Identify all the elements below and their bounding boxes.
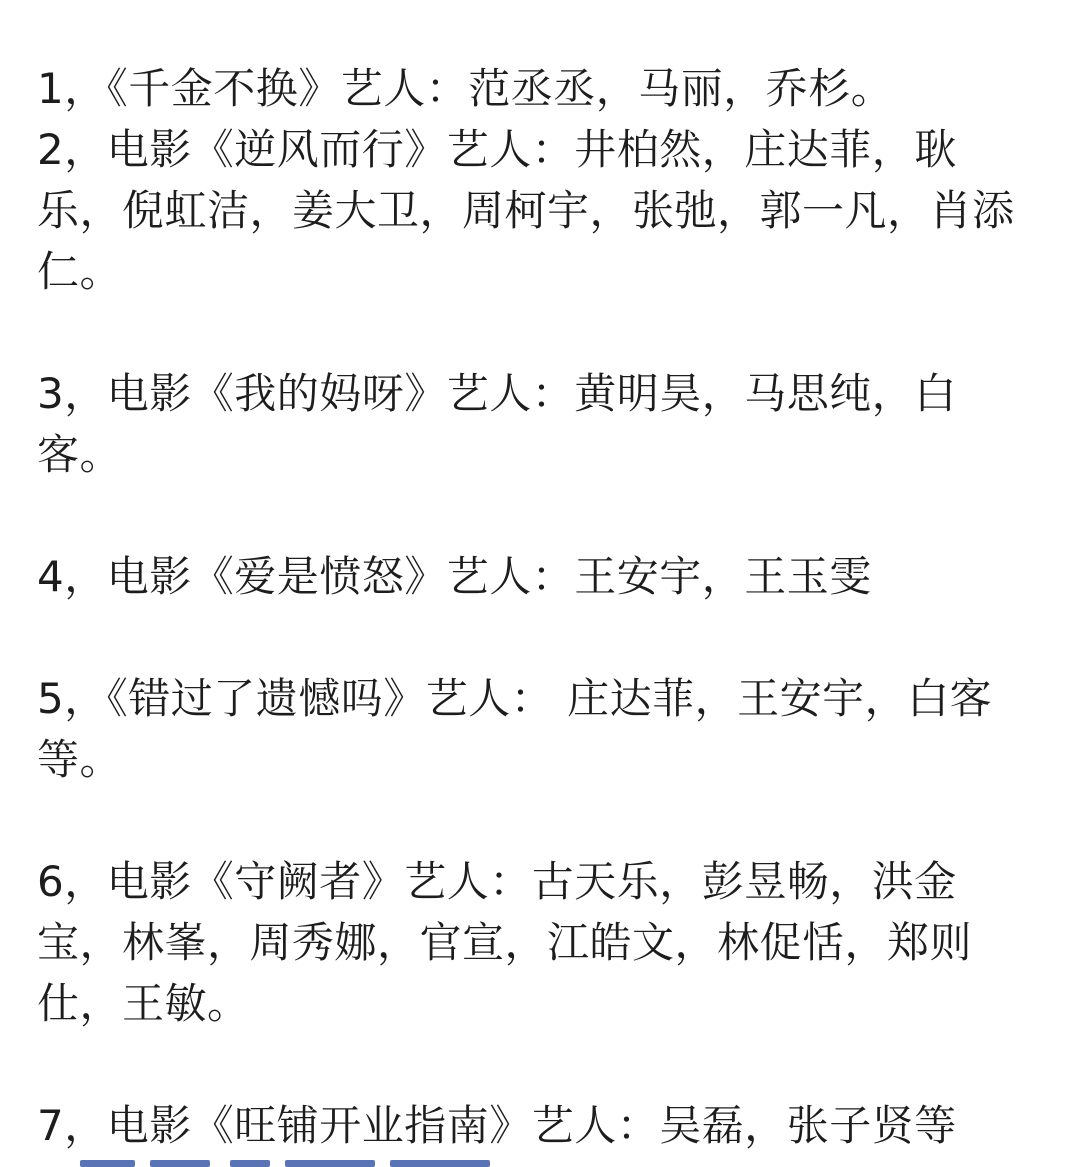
cutoff-glyph [80,1160,135,1167]
list-item: 5，《错过了遗憾吗》艺人： 庄达菲，王安宇，白客等。 [37,674,993,784]
cutoff-text-fragment [80,1158,500,1167]
list-item: 4，电影《爱是愤怒》艺人：王安宇，王玉雯 [37,552,872,601]
cutoff-glyph [230,1160,270,1167]
list-item: 2，电影《逆风而行》艺人：井柏然，庄达菲，耿乐，倪虹洁，姜大卫，周柯宇，张弛，郭一凡，肖添仁。 [37,125,1015,296]
list-item: 6，电影《守阙者》艺人：古天乐，彭昱畅，洪金宝，林峯，周秀娜，官宣，江皓文，林促恬，郑则仕，王敏。 [37,857,973,1028]
cutoff-glyph [390,1160,490,1167]
list-item: 3，电影《我的妈呀》艺人：黄明昊，马思纯，白客。 [37,369,957,479]
list-item: 1，《千金不换》艺人：范丞丞，马丽，乔杉。 [37,64,894,113]
list-item: 7，电影《旺铺开业指南》艺人：吴磊，张子贤等 [37,1101,957,1150]
article-body [37,58,1037,1156]
cutoff-glyph [150,1160,210,1167]
cutoff-glyph [285,1160,375,1167]
